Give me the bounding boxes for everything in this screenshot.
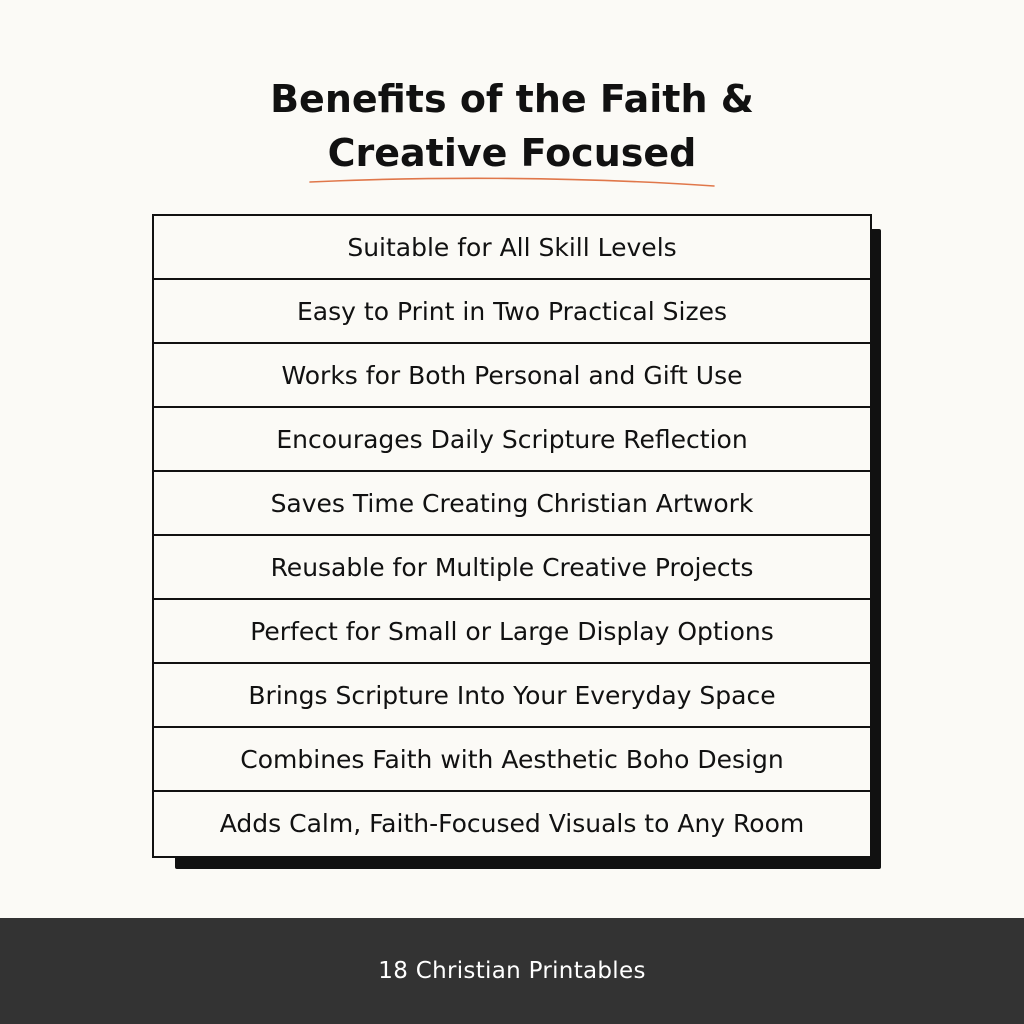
title-line-2: Creative Focused xyxy=(327,131,697,175)
footer-bar xyxy=(0,918,1024,1024)
benefit-row: Easy to Print in Two Practical Sizes xyxy=(154,280,870,344)
page-title xyxy=(0,72,1024,180)
title-underline xyxy=(308,174,716,190)
title-line-1: Benefits of the Faith & xyxy=(270,77,754,121)
benefit-row: Saves Time Creating Christian Artwork xyxy=(154,472,870,536)
benefit-row: Encourages Daily Scripture Reflection xyxy=(154,408,870,472)
benefits-table xyxy=(152,214,872,858)
benefit-row: Combines Faith with Aesthetic Boho Design xyxy=(154,728,870,792)
benefit-row: Suitable for All Skill Levels xyxy=(154,216,870,280)
footer-label: 18 Christian Printables xyxy=(378,958,646,984)
benefit-row: Works for Both Personal and Gift Use xyxy=(154,344,870,408)
benefit-row: Brings Scripture Into Your Everyday Space xyxy=(154,664,870,728)
benefit-row: Perfect for Small or Large Display Options xyxy=(154,600,870,664)
benefit-row: Reusable for Multiple Creative Projects xyxy=(154,536,870,600)
benefit-row: Adds Calm, Faith-Focused Visuals to Any Room xyxy=(219,808,805,838)
